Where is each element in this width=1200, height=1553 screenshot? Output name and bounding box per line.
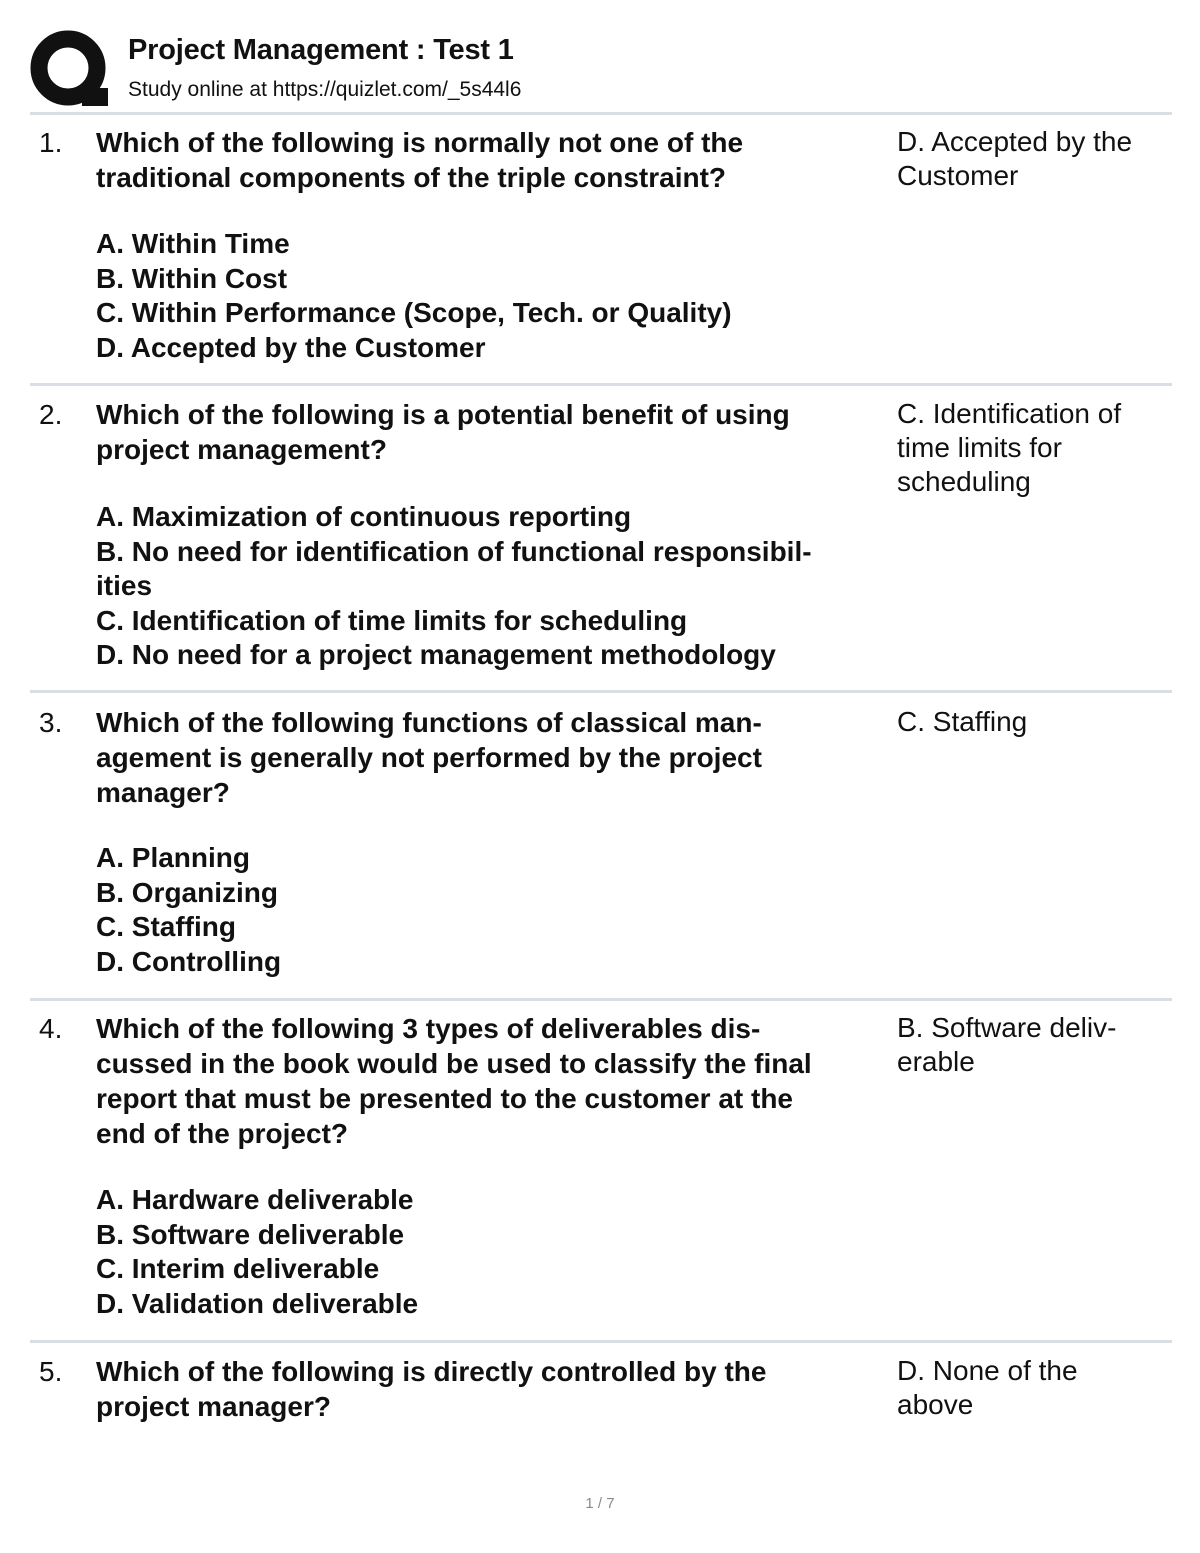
- divider: [30, 690, 1172, 693]
- divider: [30, 383, 1172, 386]
- option-d: D. Validation deliverable: [96, 1287, 419, 1319]
- option-a: A. Planning: [96, 842, 250, 873]
- option-list: [96, 500, 896, 673]
- answer-text: C. Staffing: [897, 706, 1028, 737]
- page-header: [30, 28, 1170, 108]
- document-title: Project Management : Test 1: [128, 34, 514, 66]
- option-c: C. Interim deliverable: [96, 1253, 380, 1284]
- question-text: Which of the following is normally not one of the traditional components of the triple constraint?: [96, 127, 744, 193]
- option-b: B. Within Cost: [96, 262, 288, 294]
- option-b: B. Organizing: [96, 876, 278, 908]
- answer-text: D. None of the above: [897, 1355, 1078, 1420]
- question-text: Which of the following is directly controlled by the project manager?: [96, 1356, 767, 1422]
- divider: [30, 998, 1172, 1001]
- option-c: C. Within Performance (Scope, Tech. or Quality): [96, 297, 732, 328]
- study-online-link-text: Study online at https://quizlet.com/_5s44l6: [128, 78, 522, 101]
- option-a: A. Within Time: [96, 228, 290, 259]
- option-d: D. Accepted by the Customer: [96, 331, 486, 363]
- answer-text: B. Software deliv- erable: [897, 1012, 1117, 1077]
- option-a: A. Maximization of continuous reporting: [96, 501, 632, 532]
- question-number: 5.: [39, 1356, 63, 1387]
- question-number: 1.: [39, 127, 63, 158]
- divider: [30, 112, 1172, 115]
- option-c: C. Identification of time limits for scheduling: [96, 604, 688, 636]
- quizlet-logo-icon: [30, 30, 110, 108]
- question-text: Which of the following functions of classical man- agement is generally not performed by the project manager?: [96, 707, 762, 808]
- question-number: 2.: [39, 399, 63, 430]
- option-list: [96, 841, 896, 979]
- question-text: Which of the following 3 types of deliverables dis- cussed in the book would be used to classify the final report that must be presented to the customer at the end of the project?: [96, 1013, 812, 1149]
- question-number: 3.: [39, 707, 63, 738]
- question-number: 4.: [39, 1013, 63, 1044]
- option-d: D. No need for a project management methodology: [96, 639, 776, 670]
- option-b: B. Software deliverable: [96, 1218, 405, 1250]
- option-b: B. No need for identification of functional responsibil- ities: [96, 535, 812, 601]
- answer-text: D. Accepted by the Customer: [897, 126, 1133, 191]
- option-d: D. Controlling: [96, 945, 282, 977]
- divider: [30, 1340, 1172, 1343]
- option-c: C. Staffing: [96, 911, 236, 942]
- option-list: [96, 1183, 896, 1321]
- option-list: [96, 227, 896, 365]
- option-a: A. Hardware deliverable: [96, 1184, 414, 1215]
- question-text: Which of the following is a potential benefit of using project management?: [96, 399, 790, 465]
- page-number: 1 / 7: [585, 1495, 615, 1512]
- answer-text: C. Identification of time limits for scheduling: [897, 398, 1122, 497]
